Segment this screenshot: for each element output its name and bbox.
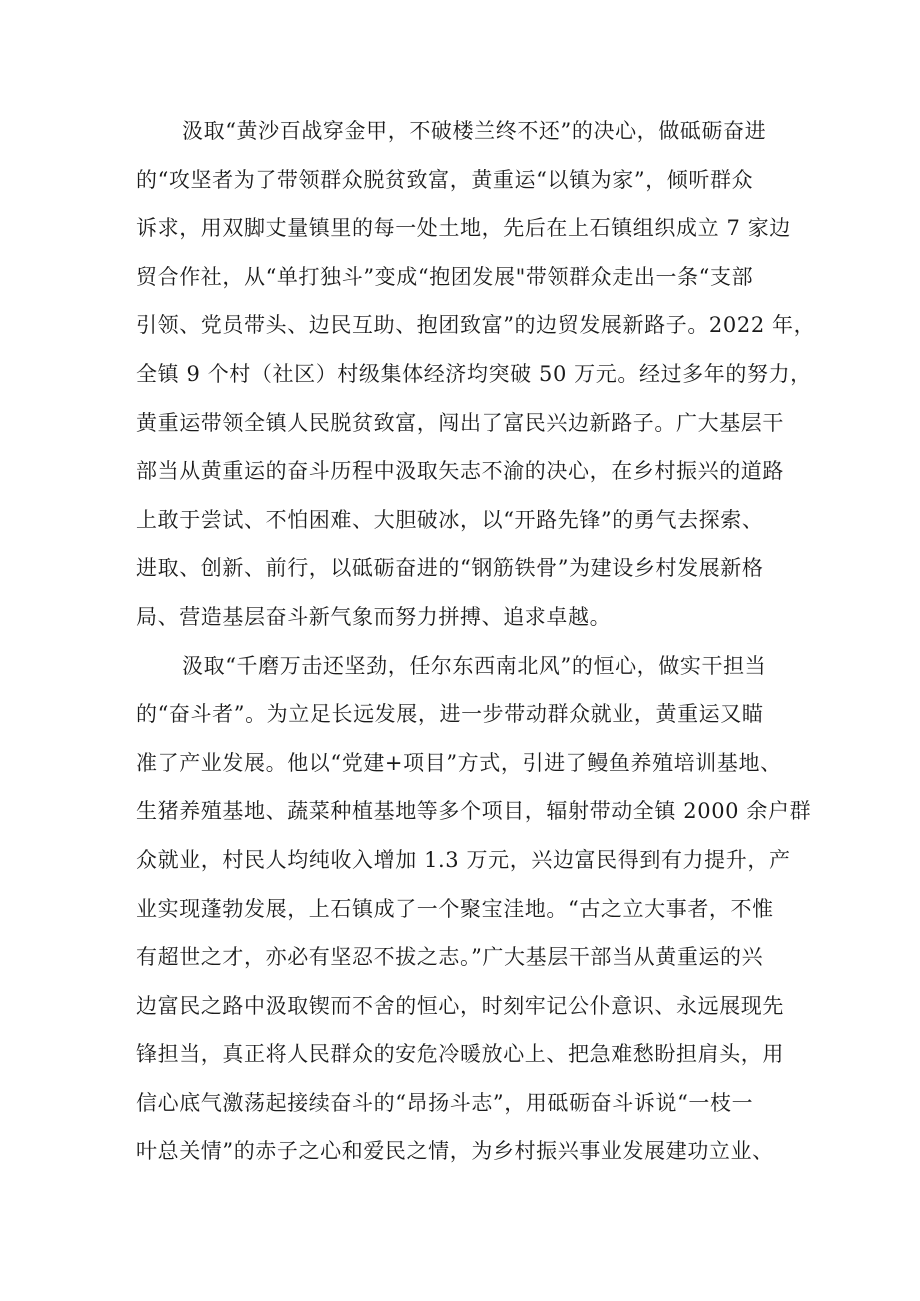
paragraph-line: 边富民之路中汲取锲而不舍的恒心，时刻牢记公仆意识、永远展现先 xyxy=(136,993,784,1018)
paragraph-line: 有超世之才，亦必有坚忍不拔之志。”广大基层干部当从黄重运的兴 xyxy=(136,945,764,970)
paragraph-line: 汲取“千磨万击还坚劲，任尔东西南北风”的恒心，做实干担当 xyxy=(182,653,767,678)
paragraph-1 xyxy=(136,107,816,642)
paragraph-line: 信心底气激荡起接续奋斗的“昂扬斗志”，用砥砺奋斗诉说“一枝一 xyxy=(136,1090,754,1115)
paragraph-line: 准了产业发展。他以“党建+项目”方式，引进了鳗鱼养殖培训基地、 xyxy=(136,750,782,775)
paragraph-2 xyxy=(136,642,812,1177)
paragraph-line: 上敢于尝试、不怕困难、大胆破冰，以“开路先锋”的勇气去探索、 xyxy=(136,507,764,532)
paragraph-line: 汲取“黄沙百战穿金甲，不破楼兰终不还”的决心，做砥砺奋进 xyxy=(182,119,767,143)
paragraph-line: 局、营造基层奋斗新气象而努力拼搏、追求卓越。 xyxy=(136,604,612,629)
paragraph-line: 黄重运带领全镇人民脱贫致富，闯出了富民兴边新路子。广大基层干 xyxy=(136,410,784,435)
paragraph-line: 全镇 9 个村（社区）村级集体经济均突破 50 万元。经过多年的努力， xyxy=(136,361,812,386)
paragraph-line: 众就业，村民人均纯收入增加 1.3 万元，兴边富民得到有力提升，产 xyxy=(136,847,791,872)
paragraph-line: 锋担当，真正将人民群众的安危冷暖放心上、把急难愁盼担肩头，用 xyxy=(136,1042,784,1067)
paragraph-line: 引领、党员带头、边民互助、抱团致富”的边贸发展新路子。2022 年， xyxy=(136,313,816,338)
paragraph-line: 叶总关情”的赤子之心和爱民之情，为乡村振兴事业发展建功立业、 xyxy=(136,1139,774,1164)
paragraph-line: 进取、创新、前行，以砥砺奋进的“钢筋铁骨”为建设乡村发展新格 xyxy=(136,556,764,581)
document-body xyxy=(136,107,816,1176)
paragraph-line: 的“攻坚者为了带领群众脱贫致富，黄重运“以镇为家”，倾听群众 xyxy=(136,167,754,192)
paragraph-line: 贸合作社，从“单打独斗”变成“抱团发展"带领群众走出一条“支部 xyxy=(136,264,754,289)
paragraph-line: 诉求，用双脚丈量镇里的每一处土地，先后在上石镇组织成立 7 家边 xyxy=(136,216,791,241)
paragraph-line: 生猪养殖基地、蔬菜种植基地等多个项目，辐射带动全镇 2000 余户群 xyxy=(136,799,812,824)
paragraph-line: 的“奋斗者”。为立足长远发展，进一步带动群众就业，黄重运又瞄 xyxy=(136,702,764,727)
paragraph-line: 业实现蓬勃发展，上石镇成了一个聚宝洼地。“古之立大事者，不惟 xyxy=(136,896,774,921)
paragraph-line: 部当从黄重运的奋斗历程中汲取矢志不渝的决心，在乡村振兴的道路 xyxy=(136,459,784,484)
